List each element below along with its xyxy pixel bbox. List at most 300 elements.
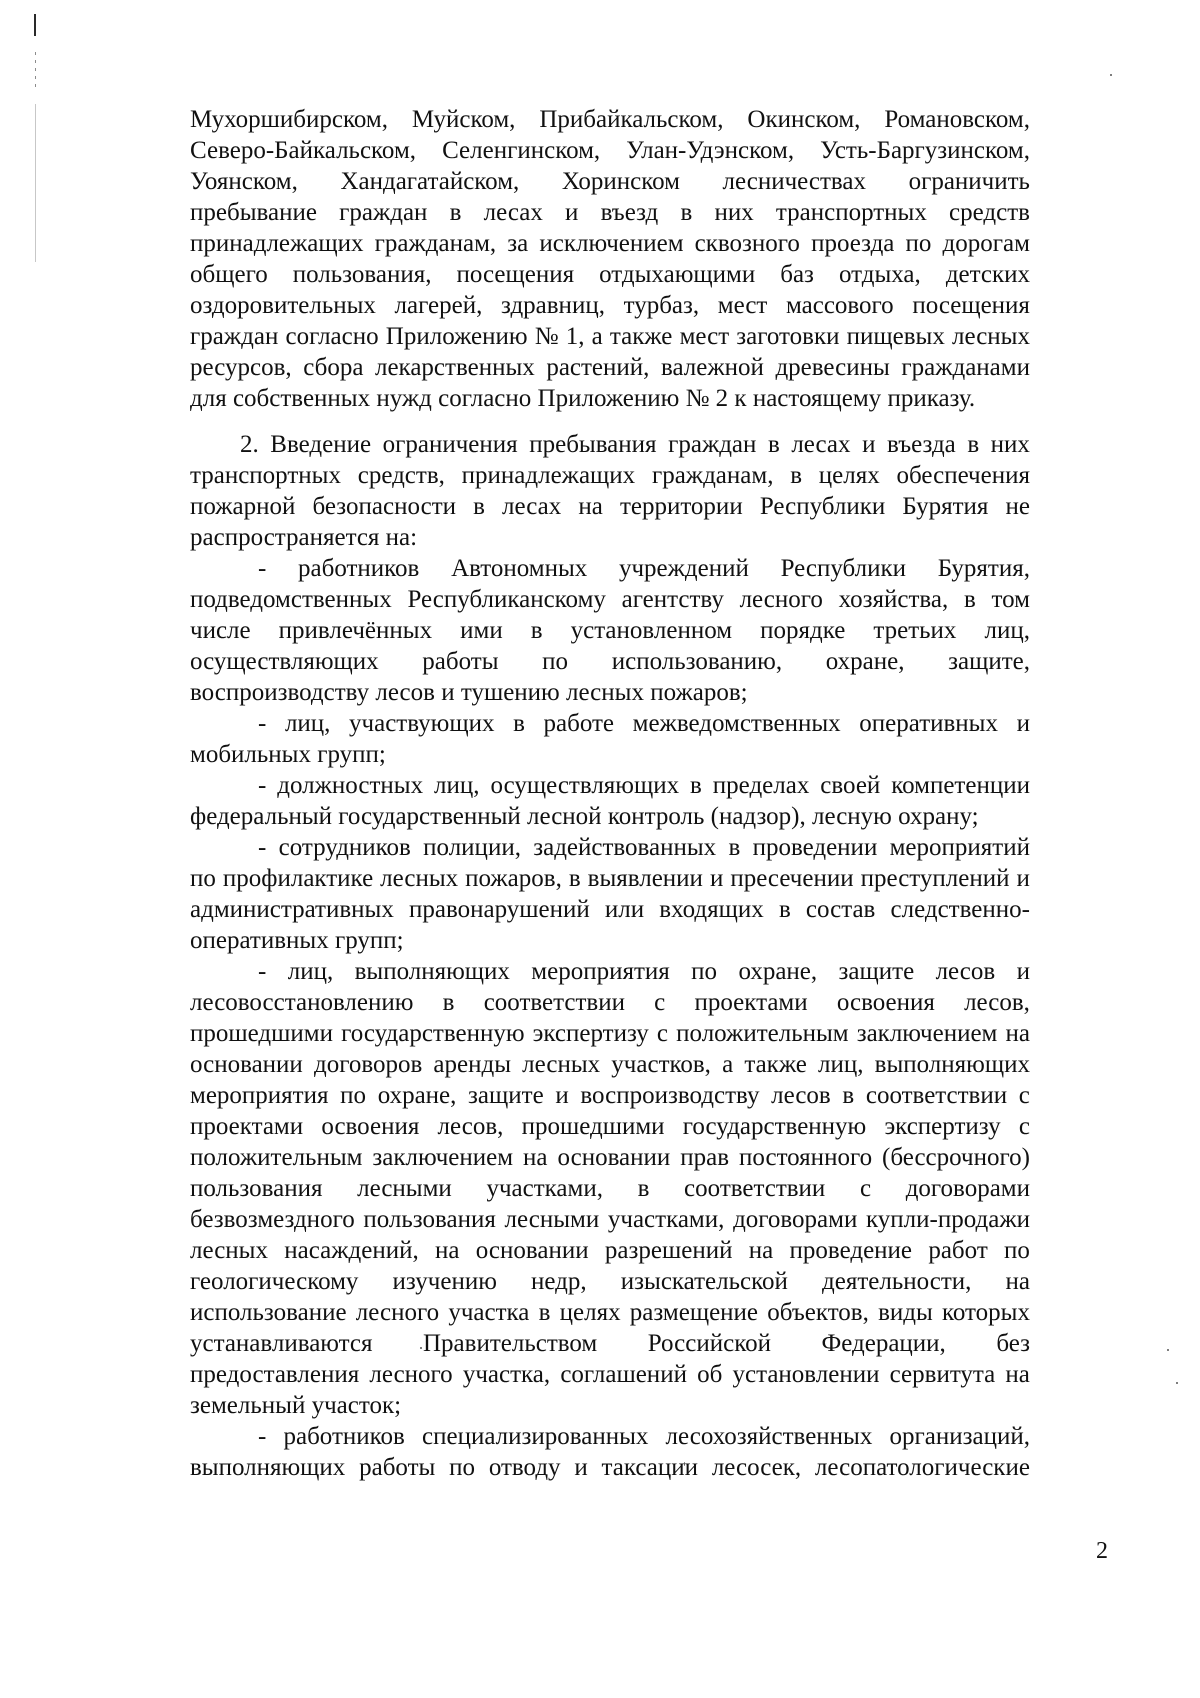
word: защите (838, 958, 915, 985)
word: соответствии (684, 1175, 826, 1202)
word: сотрудников (278, 834, 411, 861)
word: массового (785, 292, 894, 319)
word: участками, (607, 1206, 725, 1233)
word: прав (680, 1144, 730, 1171)
word: в (449, 199, 462, 226)
word: отдыхающими (599, 261, 756, 288)
word: тушению (460, 679, 560, 706)
word: установлении (732, 1361, 880, 1388)
word: без (996, 1330, 1030, 1357)
text-line (190, 1328, 1030, 1359)
word: - (258, 772, 267, 799)
word: лесных (952, 323, 1030, 350)
text-line (190, 1359, 1030, 1390)
word: № (534, 323, 559, 350)
text-line (190, 491, 1030, 522)
word: согласно (285, 323, 379, 350)
word: мероприятия (190, 1082, 329, 1109)
text-line (190, 584, 1030, 615)
word: положительным (190, 1144, 363, 1171)
text-line (258, 1421, 1030, 1452)
word: заключением (372, 1144, 514, 1171)
text-line (190, 615, 1030, 646)
word: агентству (621, 586, 724, 613)
word: - (258, 958, 267, 985)
word: сбора (303, 354, 364, 381)
word: государственный (338, 803, 521, 830)
word: лесными (504, 1206, 600, 1233)
word: турбаз, (623, 292, 700, 319)
word: административных (190, 896, 394, 923)
word: посещения (456, 261, 575, 288)
word: установленном (570, 617, 733, 644)
word: участками, (486, 1175, 603, 1202)
word: соответствии (483, 989, 625, 1016)
word: разрешений (604, 1237, 733, 1264)
word: состав (805, 896, 876, 923)
word: в (637, 1175, 650, 1202)
word: по (449, 1454, 476, 1481)
word: лесными (357, 1175, 452, 1202)
word: - (258, 834, 267, 861)
word: мест (717, 292, 768, 319)
word: за (507, 230, 529, 257)
text-line (190, 739, 386, 770)
word: порядке (760, 617, 846, 644)
word: выполняющих (874, 1051, 1030, 1078)
word: с (654, 989, 666, 1016)
word: устанавливаются (190, 1330, 373, 1357)
word: охране, (825, 648, 905, 675)
word: по (190, 865, 216, 892)
word: Улан-Удэнском, (626, 137, 795, 164)
word: основании (475, 1237, 589, 1264)
word: средств, (357, 462, 445, 489)
word: участвующих (349, 710, 495, 737)
word: лесов (375, 679, 435, 706)
word: аренды (433, 1051, 512, 1078)
word: Автономных (451, 555, 588, 582)
word: - (258, 1423, 267, 1450)
word: в (964, 586, 976, 613)
word: проектами (190, 1113, 304, 1140)
word: на (1005, 1020, 1030, 1047)
word: лиц, (818, 1051, 864, 1078)
word: Муйском, (411, 106, 516, 133)
text-line (258, 770, 1030, 801)
word: договоров (313, 1051, 423, 1078)
text-line (258, 832, 1030, 863)
word: освоения (321, 1113, 420, 1140)
word: и (574, 1454, 588, 1481)
page-number: 2 (1096, 1538, 1108, 1564)
word: работ (928, 1237, 988, 1264)
word: насаждений, (284, 1237, 419, 1264)
word: по (1004, 1237, 1030, 1264)
word: лесах (502, 493, 562, 520)
word: к (734, 385, 747, 412)
word: соответствии (865, 1082, 1008, 1109)
word: работников (283, 1423, 405, 1450)
word: входящих (659, 896, 764, 923)
word: лесовосстановлению (190, 989, 414, 1016)
word: Федерации, (821, 1330, 946, 1357)
text-line (190, 1235, 1030, 1266)
word: мобильных (190, 741, 311, 768)
word: защите, (948, 648, 1030, 675)
word: лиц, (284, 710, 331, 737)
word: гражданами (901, 354, 1030, 381)
word: профилактике (222, 865, 374, 892)
word: использование (190, 1299, 347, 1326)
word: пользования (363, 1206, 496, 1233)
word: - (258, 555, 267, 582)
word: лесах (483, 199, 543, 226)
word: групп; (317, 741, 386, 768)
word: Прибайкальском, (539, 106, 724, 133)
word: работы (422, 648, 499, 675)
word: проезда (811, 230, 895, 257)
word: об (697, 1361, 723, 1388)
word: объектов, (767, 1299, 869, 1326)
text-line (190, 801, 979, 832)
word: изыскательской (620, 1268, 788, 1295)
word: в (778, 896, 791, 923)
word: Приложению (385, 323, 528, 350)
text-line (190, 259, 1030, 290)
word: том (991, 586, 1030, 613)
word: постоянного (738, 1144, 873, 1171)
word: Уоянском, (190, 168, 298, 195)
word: пределах (712, 772, 810, 799)
word: гражданам, (374, 230, 497, 257)
word: сквозного (694, 230, 800, 257)
word: детских (945, 261, 1030, 288)
word: валежной (660, 354, 764, 381)
word: собственных (232, 385, 371, 412)
word: контроль (607, 803, 705, 830)
word: граждан (339, 199, 428, 226)
word: на (1005, 1268, 1030, 1295)
text-line (190, 987, 1030, 1018)
word: на (1005, 1361, 1030, 1388)
word: на (748, 1237, 774, 1264)
text-line (190, 1080, 1030, 1111)
word: в (790, 462, 803, 489)
word: по (905, 230, 932, 257)
word: охране, (377, 1082, 457, 1109)
word: лесов (935, 958, 996, 985)
word: привлечённых (278, 617, 433, 644)
word: лесохозяйственных (665, 1423, 873, 1450)
word: баз (780, 261, 814, 288)
word: в (538, 1299, 551, 1326)
text-line (190, 1204, 1030, 1235)
word: осуществляющих (490, 772, 680, 799)
word: транспортных (190, 462, 341, 489)
word: отводу (488, 1454, 561, 1481)
word: 1, (565, 323, 585, 350)
word: участка, (462, 1361, 551, 1388)
word: пребывание (190, 199, 317, 226)
text-line (190, 1266, 1030, 1297)
word: на (578, 493, 603, 520)
word: пожаров, (465, 865, 562, 892)
word: пожаров; (650, 679, 748, 706)
word: и (709, 865, 724, 892)
word: лесопатологические (814, 1454, 1030, 1481)
word: лагерей, (394, 292, 483, 319)
word: нужд (376, 385, 432, 412)
word: дорогам (942, 230, 1030, 257)
word: проведении (752, 834, 878, 861)
word: лесную (812, 803, 892, 830)
text-line (190, 1142, 1030, 1173)
word: положительным (676, 1020, 849, 1047)
word: проектами (694, 989, 808, 1016)
word: с (859, 1175, 872, 1202)
word: по (691, 958, 718, 985)
word: которых (942, 1299, 1030, 1326)
word: экспертизу (532, 1020, 649, 1047)
word: лесных (565, 679, 644, 706)
word: работе (543, 710, 615, 737)
word: настоящему (752, 385, 882, 412)
word: учреждений (618, 555, 749, 582)
word: Усть-Баргузинском, (820, 137, 1030, 164)
word: в (842, 1082, 855, 1109)
word: и (1016, 958, 1030, 985)
word: оперативных (859, 710, 998, 737)
word: земельный (190, 1392, 306, 1419)
word: Бурятия, (937, 555, 1030, 582)
word: распространяется (190, 524, 380, 551)
word: в (513, 710, 525, 737)
word: компетенции (891, 772, 1030, 799)
text-line (190, 1173, 1030, 1204)
word: Республики (780, 555, 906, 582)
word: групп; (334, 927, 404, 954)
word: безвозмездного (190, 1206, 355, 1233)
word: лесосек, (711, 1454, 802, 1481)
word: и (862, 431, 876, 458)
word: числе (190, 617, 251, 644)
word: изучению (392, 1268, 497, 1295)
word: и (1016, 710, 1030, 737)
word: граждан (668, 431, 757, 458)
word: и (1016, 865, 1030, 892)
word: Окинском, (747, 106, 861, 133)
text-line (190, 352, 1030, 383)
word: растений, (546, 354, 650, 381)
word: организаций, (889, 1423, 1030, 1450)
word: на: (385, 524, 418, 551)
word: задействованных (533, 834, 717, 861)
word: въезд (600, 199, 659, 226)
word: федеральный (190, 803, 333, 830)
word: лекарственных (374, 354, 535, 381)
word: основании (557, 1144, 671, 1171)
word: а (722, 1051, 734, 1078)
text-line (190, 383, 975, 414)
word: заготовки (736, 323, 840, 350)
word: или (604, 896, 645, 923)
text-line (190, 321, 1030, 352)
word: предоставления (190, 1361, 360, 1388)
word: лесных (380, 865, 459, 892)
word: Северо-Байкальском, (190, 137, 417, 164)
word: граждан (190, 323, 279, 350)
word: обеспечения (896, 462, 1030, 489)
word: общего (190, 261, 268, 288)
word: охране, (738, 958, 818, 985)
word: отдыха, (838, 261, 921, 288)
word: лесной (527, 803, 602, 830)
word: безопасности (312, 493, 456, 520)
text-line (190, 894, 1030, 925)
word: древесины (775, 354, 890, 381)
word: сервитута (889, 1361, 996, 1388)
word: третьих (873, 617, 957, 644)
word: мест (679, 323, 730, 350)
word: 2. (240, 431, 259, 458)
word: таксации (601, 1454, 699, 1481)
word: договорами (733, 1206, 858, 1233)
word: по (542, 648, 569, 675)
word: пищевых (846, 323, 945, 350)
word: Приложению (537, 385, 680, 412)
word: принадлежащих (461, 462, 636, 489)
word: въезда (887, 431, 956, 458)
word: также (609, 323, 673, 350)
word: лесов (771, 1082, 831, 1109)
text-line (190, 1049, 1030, 1080)
word: лесных (190, 1237, 268, 1264)
word: лесного (739, 586, 823, 613)
word: и (555, 1082, 569, 1109)
text-line (190, 1297, 1030, 1328)
word: (бессрочного) (882, 1144, 1030, 1171)
word: мероприятий (889, 834, 1030, 861)
word: купли-продажи (866, 1206, 1030, 1233)
text-line (190, 135, 1030, 166)
word: территории (619, 493, 743, 520)
word: хозяйства, (838, 586, 949, 613)
text-line (190, 1111, 1030, 1142)
text-line (240, 429, 1030, 460)
word: не (1005, 493, 1030, 520)
word: лиц, (434, 772, 480, 799)
word: своей (820, 772, 881, 799)
word: исключением (539, 230, 684, 257)
word: геологическому (190, 1268, 359, 1295)
word: оздоровительных (190, 292, 376, 319)
text-line (190, 1452, 1030, 1483)
text-line (190, 290, 1030, 321)
text-line (190, 166, 1030, 197)
word: с (1018, 1113, 1030, 1140)
word: выявлении (587, 865, 703, 892)
word: Правительством (423, 1330, 598, 1357)
word: и (441, 679, 455, 706)
word: ограничить (908, 168, 1030, 195)
word: правонарушений (409, 896, 590, 923)
word: лесах (791, 431, 851, 458)
word: пользования (190, 1175, 323, 1202)
word: специализированных (422, 1423, 649, 1450)
text-line (190, 1018, 1030, 1049)
word: и (565, 199, 579, 226)
text-line (190, 460, 1030, 491)
word: договорами (905, 1175, 1030, 1202)
word: межведомственных (632, 710, 841, 737)
text-line (190, 104, 1030, 135)
word: на (523, 1144, 548, 1171)
word: в (690, 772, 702, 799)
text-line (190, 925, 404, 956)
word: них (990, 431, 1030, 458)
word: воспроизводству (190, 679, 370, 706)
word: использованию, (611, 648, 783, 675)
word: прошедшими (190, 1020, 333, 1047)
word: оперативных (190, 927, 329, 954)
word: мероприятия (531, 958, 670, 985)
word: (надзор), (710, 803, 806, 830)
word: а (591, 323, 603, 350)
word: ресурсов, (190, 354, 292, 381)
word: посещения (912, 292, 1030, 319)
word: с (656, 1020, 669, 1047)
word: с (1018, 1082, 1030, 1109)
word: 2 (715, 385, 729, 412)
word: государственную (682, 1113, 867, 1140)
word: государственную (341, 1020, 525, 1047)
word: пожарной (190, 493, 296, 520)
word: - (258, 710, 267, 737)
word: следственно- (890, 896, 1030, 923)
word: Российской (647, 1330, 771, 1357)
text-line (190, 228, 1030, 259)
word: согласно (438, 385, 532, 412)
word: защите (468, 1082, 544, 1109)
word: Романовском, (884, 106, 1030, 133)
word: заключением (856, 1020, 998, 1047)
word: должностных (277, 772, 424, 799)
word: в (473, 493, 485, 520)
word: также (744, 1051, 807, 1078)
word: принадлежащих (190, 230, 364, 257)
word: средств (949, 199, 1030, 226)
word: транспортных (775, 199, 927, 226)
word: здравниц, (501, 292, 605, 319)
word: пользования, (292, 261, 432, 288)
word: недр, (531, 1268, 587, 1295)
text-line (190, 197, 1030, 228)
word: лесного (355, 1299, 440, 1326)
word: целях (559, 1299, 621, 1326)
word: Хоринском (561, 168, 680, 195)
word: в (967, 431, 980, 458)
word: в (568, 865, 581, 892)
text-line (190, 646, 1030, 677)
word: воспроизводству (580, 1082, 760, 1109)
word: в (767, 431, 780, 458)
word: прошедшими (521, 1113, 665, 1140)
word: Мухоршибирском, (190, 106, 388, 133)
word: пребывания (529, 431, 657, 458)
text-line (258, 956, 1030, 987)
word: по (340, 1082, 367, 1109)
